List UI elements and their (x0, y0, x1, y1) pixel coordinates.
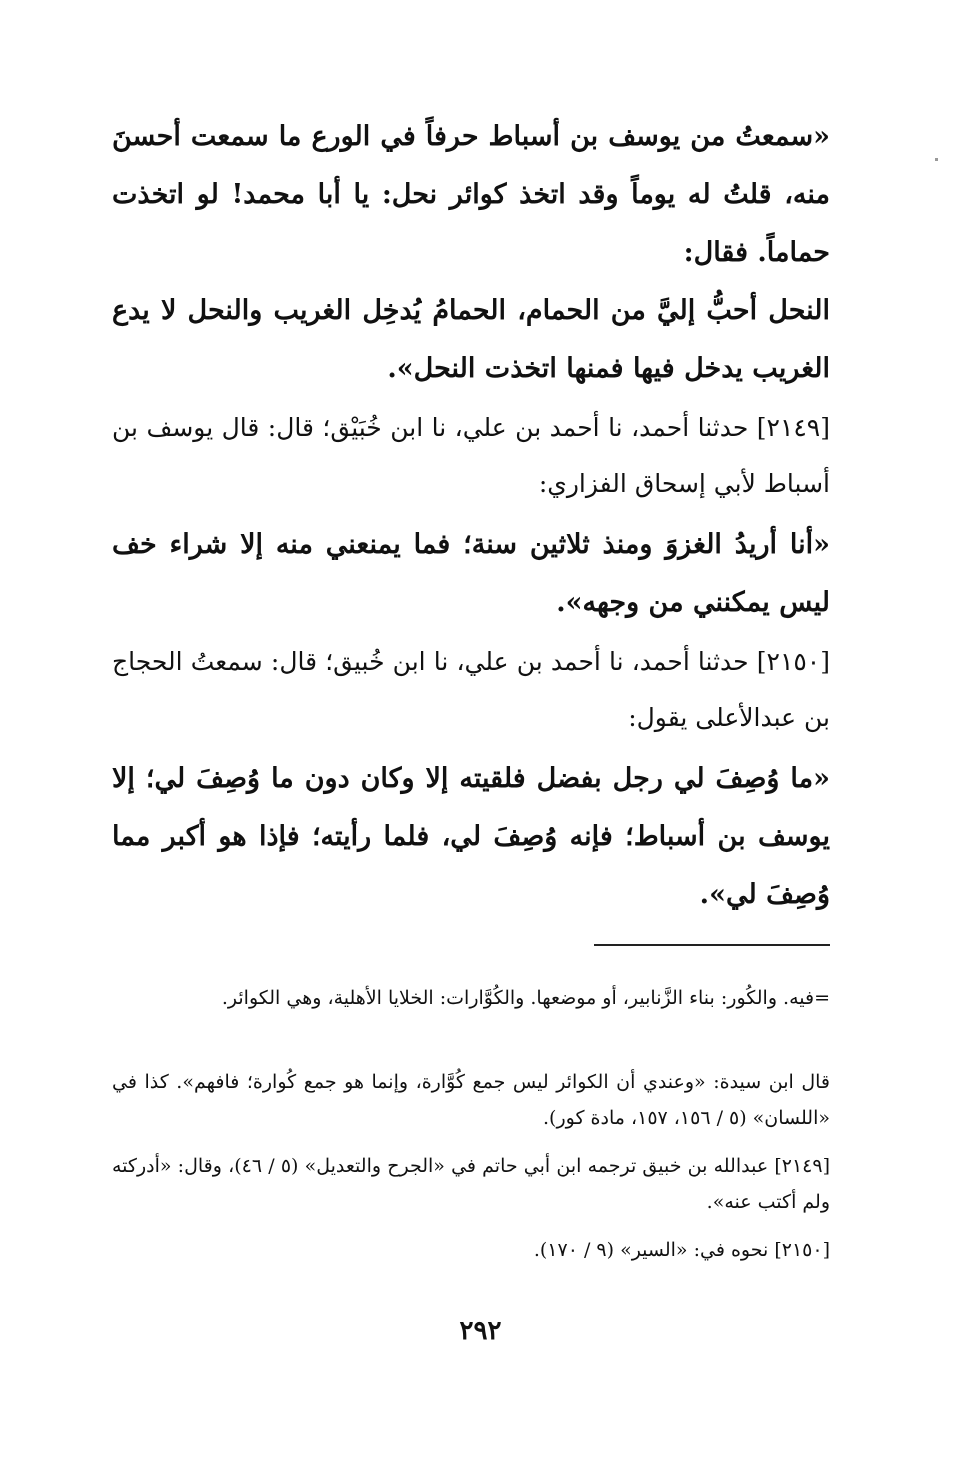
narration-paragraph-2149: [٢١٤٩] حدثنا أحمد، نا أحمد بن علي، نا ابن خُبَيْق؛ قال: قال يوسف بن أسباط لأبي إسحاق الفزاري: (112, 413, 830, 498)
footnote-kur: =فيه. والكُور: بناء الزَّنابير، أو موضعها. والكُوَّارات: الخلايا الأهلية، وهي الكوائر. (221, 987, 830, 1009)
quote-paragraph-bees-continued: النحل أحبُّ إليَّ من الحمام، الحمامُ يُدخِل الغريب والنحل لا يدع الغريب يدخل فيها فمنها اتخذت النحل». (112, 295, 830, 384)
narration-paragraph-2150: [٢١٥٠] حدثنا أحمد، نا أحمد بن علي، نا ابن خُبيق؛ قال: سمعتُ الحجاج بن عبدالأعلى يقول: (112, 647, 830, 732)
quote-paragraph-yusuf: «ما وُصِفَ لي رجل بفضل فلقيته إلا وكان دون ما وُصِفَ لي؛ إلا يوسف بن أسباط؛ فإنه وُصِفَ لي، فلما رأيته؛ فإذا هو أكبر مما وُصِفَ لي». (112, 763, 830, 910)
quote-paragraph-ghazw: «أنا أريدُ الغزوَ ومنذ ثلاثين سنة؛ فما يمنعني منه إلا شراء خف ليس يمكنني من وجهه». (112, 529, 830, 618)
footnote-2150: [٢١٥٠] نحوه في: «السير» (٩ / ١٧٠). (533, 1239, 830, 1261)
footnote-divider (594, 944, 830, 946)
footnote-ibn-sida: قال ابن سيدة: «وعندي أن الكوائر ليس جمع كُوَّارة، وإنما هو جمع كُوارة؛ فافهم». كذا في «اللسان» (٥ / ١٥٦، ١٥٧، مادة كور). (112, 1071, 830, 1129)
scan-speck (935, 158, 938, 161)
quote-paragraph-bees: «سمعتُ من يوسف بن أسباط حرفاً في الورع ما سمعت أحسنَ منه، قلتُ له يوماً وقد اتخذ كوائر نحل: يا أبا محمد! لو اتخذت حماماً. فقال: (112, 121, 830, 268)
page-number: ٢٩٢ (459, 1316, 502, 1346)
footnote-2149: [٢١٤٩] عبدالله بن خبيق ترجمه ابن أبي حاتم في «الجرح والتعديل» (٥ / ٤٦)، وقال: «أدركته ولم أكتب عنه». (112, 1155, 830, 1213)
